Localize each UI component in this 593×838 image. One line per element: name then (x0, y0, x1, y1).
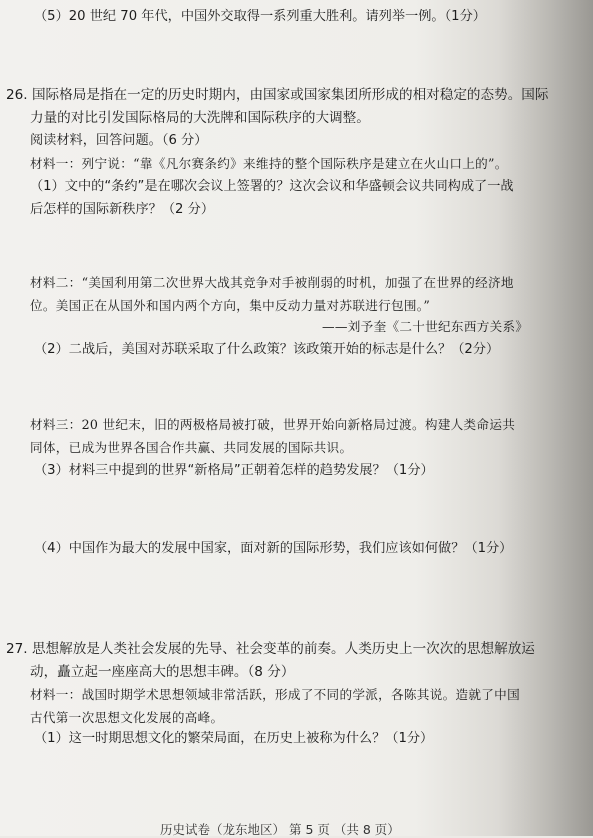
material-3-text-line1: 材料三：20 世纪末，旧的两极格局被打破，世界开始向新格局过渡。构建人类命运共 (30, 417, 516, 432)
material-27-1-line1: 材料一：战国时期学术思想领域非常活跃，形成了不同的学派，各陈其说。造就了中国 (30, 687, 520, 702)
material-1-text: 材料一：列宁说：“靠《凡尔赛条约》来维持的整个国际秩序是建立在火山口上的”。 (30, 156, 508, 171)
question-26-instruction: 阅读材料，回答问题。（6 分） (30, 133, 208, 148)
question-25-5: （5）20 世纪 70 年代，中国外交取得一系列重大胜利。请列举一例。（1分） (34, 9, 486, 24)
material-27-1-line2: 古代第一次思想文化发展的高峰。 (30, 710, 224, 725)
question-26-stem-line1: 26. 国际格局是指在一定的历史时期内，由国家或国家集团所形成的相对稳定的态势。国际 (6, 87, 549, 103)
question-26-2: （2）二战后，美国对苏联采取了什么政策？该政策开始的标志是什么？（2分） (34, 342, 500, 357)
material-3-text-line2: 同体，已成为世界各国合作共赢、共同发展的国际共识。 (30, 440, 353, 455)
question-26-1-line1: （1）文中的“条约”是在哪次会议上签署的？这次会议和华盛顿会议共同构成了一战 (30, 179, 514, 194)
question-27-stem-line1: 27. 思想解放是人类社会发展的先导、社会变革的前奏。人类历史上一次次的思想解放运 (6, 641, 535, 657)
question-26-1-line2: 后怎样的国际新秩序？（2 分） (30, 202, 215, 217)
question-26-stem-line2: 力量的对比引发国际格局的大洗牌和国际秩序的大调整。 (30, 110, 370, 126)
question-26-3: （3）材料三中提到的世界“新格局”正朝着怎样的趋势发展？（1分） (34, 463, 434, 478)
material-2-text-line2: 位。美国正在从国外和国内两个方向，集中反动力量对苏联进行包围。” (30, 298, 431, 313)
material-2-text-line1: 材料二：“美国利用第二次世界大战其竞争对手被削弱的时机，加强了在世界的经济地 (30, 275, 514, 290)
question-26-4: （4）中国作为最大的发展中国家，面对新的国际形势，我们应该如何做？（1分） (34, 541, 513, 556)
material-2-source: ——刘予奎《二十世纪东西方关系》 (322, 319, 529, 334)
question-27-stem-line2: 动，矗立起一座座高大的思想丰碑。（8 分） (30, 664, 295, 680)
page-footer: 历史试卷（龙东地区） 第 5 页 （共 8 页） (160, 822, 400, 837)
question-27-1: （1）这一时期思想文化的繁荣局面，在历史上被称为什么？（1分） (34, 731, 434, 746)
